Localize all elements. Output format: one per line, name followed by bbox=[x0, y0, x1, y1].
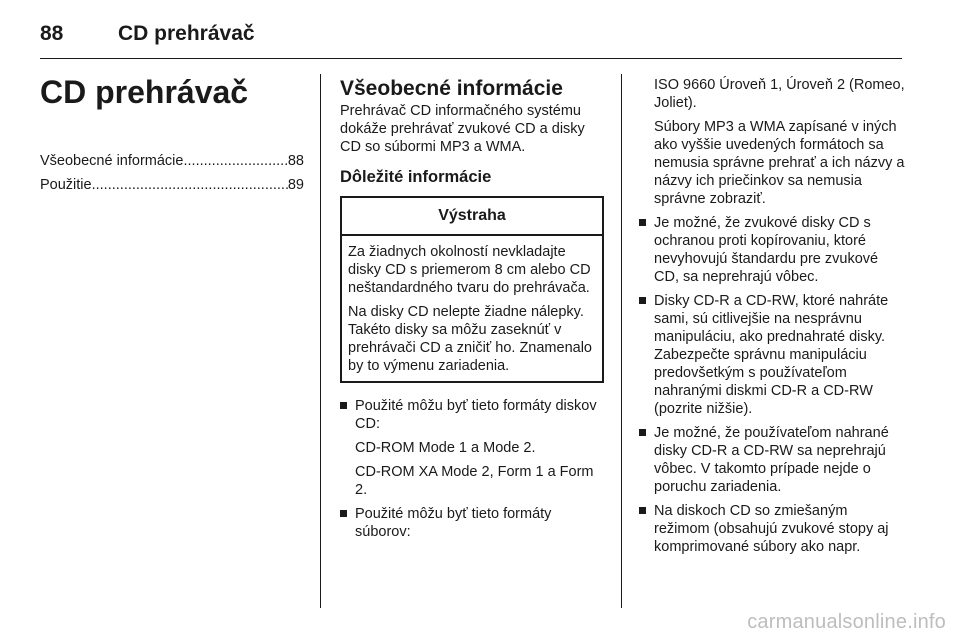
toc-leader-dots bbox=[183, 149, 287, 173]
continuation bbox=[639, 76, 905, 208]
bullet-item bbox=[639, 424, 905, 496]
intro-paragraph: Prehrávač CD informačného systému dokáže prehrávať zvukové CD a disky CD so súbormi MP3 a WMA. bbox=[340, 103, 585, 155]
bullet-text: Použité môžu byť tieto formáty súborov: bbox=[355, 506, 552, 540]
bullet-text: Je možné, že zvukové disky CD s ochranou proti kopírovaniu, ktoré nevyhovujú štandardu pre zvukové CD, sa neprehrajú vôbec. bbox=[654, 215, 879, 285]
watermark: carmanualsonline.info bbox=[747, 611, 946, 633]
continuation-paragraph: ISO 9660 Úroveň 1, Úroveň 2 (Romeo, Joliet). bbox=[654, 77, 905, 111]
column-divider bbox=[621, 74, 622, 608]
column-right bbox=[639, 76, 905, 562]
bullet-item bbox=[639, 502, 905, 556]
bullet-list bbox=[340, 397, 604, 541]
bullet-subitem: CD-ROM XA Mode 2, Form 1 a Form 2. bbox=[355, 464, 594, 498]
toc-entry-label: Všeobecné informácie bbox=[40, 153, 184, 169]
bullet-subitem: CD-ROM Mode 1 a Mode 2. bbox=[355, 440, 536, 456]
running-head: CD prehrávač bbox=[118, 22, 255, 45]
warning-body bbox=[342, 236, 602, 381]
bullet-item bbox=[340, 505, 604, 541]
toc-entry-page: 88 bbox=[287, 153, 304, 169]
toc-leader-dots bbox=[92, 173, 288, 197]
warning-title: Výstraha bbox=[342, 198, 602, 236]
subheading: Dôležité informácie bbox=[340, 168, 492, 186]
bullet-text: Použité môžu byť tieto formáty diskov CD: bbox=[355, 398, 597, 432]
header-rule bbox=[40, 58, 902, 59]
column-divider bbox=[320, 74, 321, 608]
bullet-item bbox=[639, 214, 905, 286]
toc-entry[interactable] bbox=[40, 173, 304, 197]
bullet-list bbox=[639, 214, 905, 556]
bullet-item bbox=[340, 397, 604, 499]
warning-box bbox=[340, 196, 604, 383]
column-middle bbox=[340, 76, 604, 547]
warning-paragraph: Za žiadnych okolností nevkladajte disky CD s priemerom 8 cm alebo CD neštandardného tvaru do prehrávača. bbox=[348, 244, 591, 296]
section-title: Všeobecné informácie bbox=[340, 77, 563, 100]
page-number: 88 bbox=[40, 22, 64, 45]
continuation-paragraph: Súbory MP3 a WMA zapísané v iných ako vyššie uvedených formátoch sa nemusia správne prehrať a ich názvy a názvy ich priečinkov sa nemusia správne zobraziť. bbox=[654, 119, 905, 207]
bullet-item bbox=[639, 292, 905, 418]
bullet-text: Disky CD-R a CD-RW, ktoré nahráte sami, sú citlivejšie na nesprávnu manipuláciu, ako prednahraté disky. Zabezpečte správnu manipuláciu predovšetkým s používateľom nahranými diskmi CD-R a CD-RW (pozrite nižšie). bbox=[654, 293, 889, 417]
bullet-text: Je možné, že používateľom nahrané disky CD-R a CD-RW sa neprehrajú vôbec. V takomto prípade nejde o poruchu zariadenia. bbox=[654, 425, 889, 495]
table-of-contents bbox=[40, 149, 304, 197]
toc-entry-page: 89 bbox=[287, 177, 304, 193]
warning-paragraph: Na disky CD nelepte žiadne nálepky. Takéto disky sa môžu zaseknúť v prehrávači CD a zničiť ho. Znamenalo by to výmenu zariadenia. bbox=[348, 304, 592, 374]
chapter-title: CD prehrávač bbox=[40, 74, 249, 110]
toc-entry-label: Použitie bbox=[40, 177, 92, 193]
toc-entry[interactable] bbox=[40, 149, 304, 173]
column-left bbox=[40, 72, 304, 197]
bullet-text: Na diskoch CD so zmiešaným režimom (obsahujú zvukové stopy aj komprimované súbory ako napr. bbox=[654, 503, 889, 555]
